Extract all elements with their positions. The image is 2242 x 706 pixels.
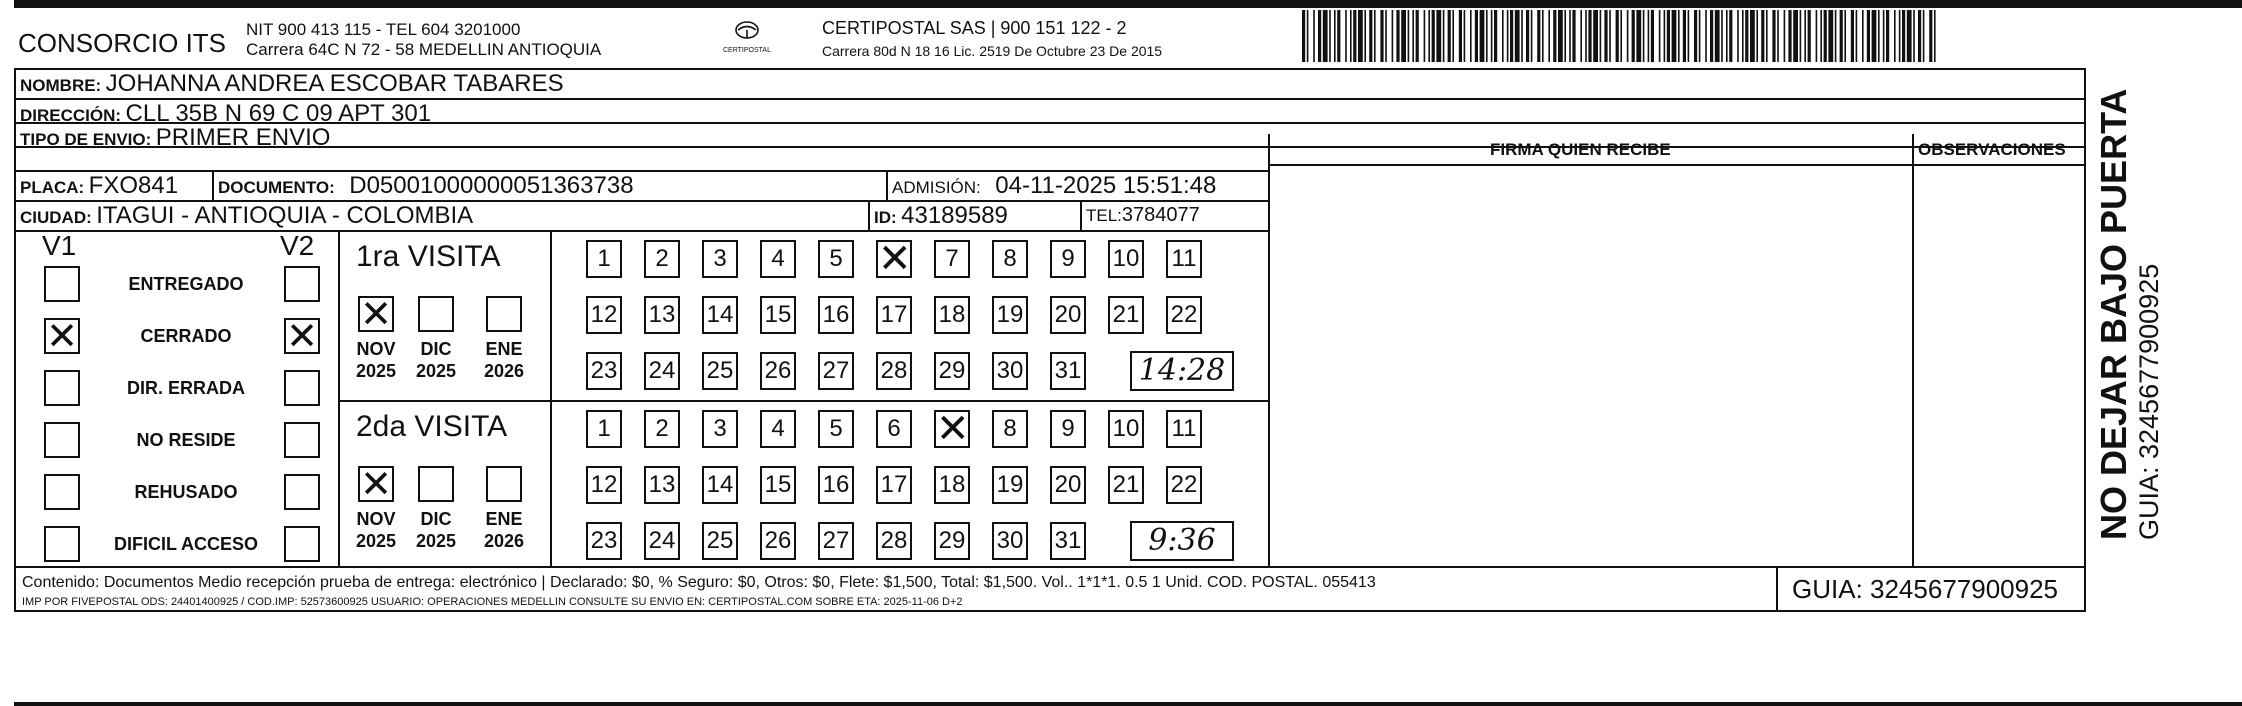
day-box[interactable]: 27 <box>818 522 854 560</box>
barcode-bar <box>1464 10 1466 62</box>
barcode-bar <box>1491 10 1493 62</box>
tel-row <box>1086 204 1200 227</box>
barcode-bar <box>1448 10 1451 62</box>
id-label: ID: <box>874 208 897 227</box>
barcode-bar <box>1510 10 1513 62</box>
status-label: REHUSADO <box>134 482 238 502</box>
barcode-bar <box>1432 10 1435 62</box>
day-box[interactable]: 24 <box>644 352 680 390</box>
barcode-bar <box>1443 10 1445 62</box>
month-checkbox[interactable] <box>486 296 522 332</box>
month-name: DIC <box>420 339 452 359</box>
month-checkbox[interactable] <box>486 466 522 502</box>
barcode-bar <box>1710 10 1713 62</box>
barcode-bar <box>1334 10 1336 62</box>
barcode-bar <box>1664 10 1666 62</box>
month-label <box>406 508 466 552</box>
barcode-bar <box>1672 10 1677 62</box>
tel-value: 3784077 <box>1121 204 1200 226</box>
month-name: DIC <box>420 509 452 529</box>
barcode-bar <box>1800 10 1802 62</box>
barcode-bar <box>1694 10 1697 62</box>
v1-checkbox[interactable] <box>44 526 80 562</box>
barcode-bar <box>1793 10 1798 62</box>
barcode-bar <box>1353 10 1356 62</box>
day-box[interactable]: 29 <box>934 522 970 560</box>
barcode-bar <box>1380 10 1383 62</box>
ciudad-label: CIUDAD: <box>20 208 92 227</box>
barcode-bar <box>1766 10 1768 62</box>
month-year: 2026 <box>483 531 525 551</box>
day-box[interactable]: 14 <box>702 466 738 504</box>
barcode-bar <box>1558 10 1563 62</box>
month-checkbox[interactable] <box>358 462 394 506</box>
barcode-bar <box>1604 10 1607 62</box>
month-name: ENE <box>485 509 523 529</box>
tipo-value: PRIMER ENVIO <box>155 124 331 151</box>
month-year: 2026 <box>483 361 525 381</box>
barcode-bar <box>1459 10 1462 62</box>
barcode-bar <box>1537 10 1540 62</box>
day-box[interactable]: 14 <box>702 296 738 334</box>
day-box[interactable]: 11 <box>1166 240 1202 278</box>
barcode-bar <box>1369 10 1372 62</box>
barcode-bar <box>1385 10 1387 62</box>
documento-row <box>218 172 634 200</box>
barcode-bar <box>1350 10 1352 62</box>
nombre-label: NOMBRE: <box>20 76 102 95</box>
barcode-bar <box>1721 10 1723 62</box>
barcode-bar <box>1777 10 1779 62</box>
barcode-bar <box>1470 10 1472 62</box>
day-box[interactable]: 21 <box>1108 296 1144 334</box>
bottom-rule <box>14 702 2242 706</box>
day-box[interactable]: 21 <box>1108 466 1144 504</box>
barcode-bar <box>1313 10 1315 62</box>
barcode-bar <box>1715 10 1720 62</box>
day-mark: ✕ <box>878 236 912 282</box>
month-name: NOV <box>356 339 396 359</box>
month-checkbox[interactable] <box>418 466 454 502</box>
day-box[interactable]: 15 <box>760 466 796 504</box>
barcode-bar <box>1329 10 1331 62</box>
visit-title: 2da VISITA <box>356 410 508 443</box>
status-label: DIR. ERRADA <box>126 378 245 398</box>
barcode-bar <box>1580 10 1582 62</box>
barcode-bar <box>1913 10 1915 62</box>
id-row <box>874 202 1008 230</box>
day-box[interactable]: 11 <box>1166 410 1202 448</box>
day-box[interactable]: 23 <box>586 352 622 390</box>
barcode-bar <box>1886 10 1889 62</box>
day-box[interactable]: 25 <box>702 522 738 560</box>
barcode-bar <box>1307 10 1309 62</box>
month-year: 2025 <box>355 531 397 551</box>
barcode-bar <box>1840 10 1843 62</box>
day-box[interactable]: 5 <box>818 240 854 278</box>
barcode-bar <box>1745 10 1748 62</box>
day-box[interactable]: 1 <box>586 240 622 278</box>
barcode-bar <box>1374 10 1376 62</box>
barcode-bar <box>1894 10 1896 62</box>
day-box[interactable]: 8 <box>992 240 1028 278</box>
barcode-bar <box>1428 10 1430 62</box>
v2-checkbox[interactable] <box>284 526 320 562</box>
month-label <box>474 338 534 382</box>
v2-header: V2 <box>280 230 315 261</box>
barcode-bar <box>1507 10 1509 62</box>
day-box[interactable]: 29 <box>934 352 970 390</box>
barcode-bar <box>1572 10 1575 62</box>
day-box[interactable]: 19 <box>992 296 1028 334</box>
barcode-bar <box>1678 10 1680 62</box>
day-box[interactable]: 3 <box>702 240 738 278</box>
barcode-bar <box>1862 10 1864 62</box>
day-box[interactable]: 3 <box>702 410 738 448</box>
barcode-bar <box>1918 10 1921 62</box>
barcode-bar <box>1452 10 1454 62</box>
day-box[interactable] <box>876 236 912 282</box>
day-box[interactable]: 15 <box>760 296 796 334</box>
status-label: ENTREGADO <box>128 274 244 294</box>
tipo-label: TIPO DE ENVIO: <box>20 130 152 149</box>
day-box[interactable]: 2 <box>644 240 680 278</box>
footer-imp: IMP POR FIVEPOSTAL ODS: 24401400925 / COD.IMP: 52573600925 USUARIO: OPERACIONES MEDELLIN CONSULTE SU ENVIO EN: CERTIPOSTAL.COM SOBRE ETA: 2025-11-06 D+2 <box>22 596 963 608</box>
barcode-bar <box>1585 10 1587 62</box>
observaciones-header: OBSERVACIONES <box>1918 140 2066 159</box>
v2-checkbox[interactable] <box>284 266 320 302</box>
barcode-bar <box>1643 10 1645 62</box>
courier-logo-icon <box>730 20 764 42</box>
month-year: 2025 <box>415 361 457 381</box>
barcode-bar <box>1502 10 1504 62</box>
barcode-bar <box>1820 10 1822 62</box>
barcode-bar <box>1756 10 1758 62</box>
v1-checkbox[interactable] <box>44 314 80 358</box>
barcode-bar <box>1705 10 1707 62</box>
barcode-bar <box>1302 10 1305 62</box>
barcode-bar <box>1929 10 1932 62</box>
barcode-bar <box>1515 10 1520 62</box>
barcode-bar <box>1851 10 1854 62</box>
barcode-bar <box>1531 10 1533 62</box>
barcode-bar <box>1412 10 1414 62</box>
day-box[interactable]: 30 <box>992 522 1028 560</box>
barcode-bar <box>1392 10 1394 62</box>
day-box[interactable]: 27 <box>818 352 854 390</box>
barcode-bar <box>1902 10 1905 62</box>
day-box[interactable]: 22 <box>1166 296 1202 334</box>
day-box[interactable]: 31 <box>1050 352 1086 390</box>
month-year: 2025 <box>355 361 397 381</box>
barcode-bar <box>1844 10 1846 62</box>
barcode-bar <box>1867 10 1870 62</box>
barcode-bar <box>1878 10 1880 62</box>
barcode-bar <box>1396 10 1399 62</box>
barcode-bar <box>1358 10 1363 62</box>
company-name: CONSORCIO ITS <box>18 28 227 58</box>
nombre-row <box>20 70 564 98</box>
barcode-bar <box>1475 10 1478 62</box>
placa-row <box>20 172 178 200</box>
month-checkbox[interactable] <box>358 292 394 336</box>
month-checkbox[interactable] <box>418 296 454 332</box>
barcode-bar <box>1364 10 1366 62</box>
month-year: 2025 <box>415 531 457 551</box>
barcode-bar <box>1636 10 1641 62</box>
day-box[interactable]: 28 <box>876 352 912 390</box>
tel-label: TEL: <box>1086 206 1122 225</box>
barcode-bar <box>1323 10 1328 62</box>
barcode-bar <box>1345 10 1347 62</box>
barcode-bar <box>1486 10 1488 62</box>
status-label: DIFICIL ACCESO <box>113 534 258 554</box>
day-box[interactable]: 12 <box>586 296 622 334</box>
barcode-bar <box>1808 10 1811 62</box>
day-box[interactable]: 17 <box>876 296 912 334</box>
day-box[interactable]: 22 <box>1166 466 1202 504</box>
v2-checkbox[interactable] <box>284 474 320 510</box>
day-box[interactable]: 23 <box>586 522 622 560</box>
barcode-bar <box>1835 10 1837 62</box>
barcode-bar <box>1600 10 1602 62</box>
day-box[interactable]: 6 <box>876 410 912 448</box>
day-box[interactable]: 25 <box>702 352 738 390</box>
barcode-bar <box>1934 10 1936 62</box>
day-box[interactable]: 4 <box>760 240 796 278</box>
barcode-bar <box>1667 10 1670 62</box>
footer-content: Contenido: Documentos Medio recepción prueba de entrega: electrónico | Declarado: $0, % Seguro: $0, Otros: $0, Flete: $1,500, Total: $1,500. Vol.. 1*1*1. 0.5 1 Unid. COD. POSTAL. 055413 <box>22 574 1376 591</box>
month-label <box>474 508 534 552</box>
day-box[interactable]: 13 <box>644 296 680 334</box>
day-box[interactable]: 26 <box>760 352 796 390</box>
v1-header: V1 <box>42 230 77 261</box>
day-box[interactable]: 20 <box>1050 296 1086 334</box>
barcode-bar <box>1804 10 1806 62</box>
barcode-bar <box>1593 10 1598 62</box>
barcode-bar <box>1761 10 1764 62</box>
barcode-bar <box>1816 10 1818 62</box>
month-name: NOV <box>356 509 396 529</box>
barcode-bar <box>1699 10 1701 62</box>
courier-name: CERTIPOSTAL SAS | 900 151 122 - 2 <box>822 18 1127 38</box>
barcode-bar <box>1569 10 1571 62</box>
v2-checkbox[interactable] <box>284 314 320 358</box>
visit-title: 1ra VISITA <box>356 240 501 273</box>
documento-label: DOCUMENTO: <box>218 178 335 197</box>
day-box[interactable]: 31 <box>1050 522 1086 560</box>
barcode-bar <box>1923 10 1925 62</box>
courier-logo <box>722 20 772 55</box>
documento-value: D05001000000051363738 <box>349 172 634 199</box>
barcode-bar <box>1480 10 1485 62</box>
barcode-bar <box>1872 10 1877 62</box>
day-box[interactable]: 12 <box>586 466 622 504</box>
barcode-bar <box>1424 10 1426 62</box>
barcode-bar <box>1542 10 1544 62</box>
v2-checkbox[interactable] <box>284 370 320 406</box>
tipo-row <box>20 124 330 152</box>
status-label: CERRADO <box>140 326 232 346</box>
barcode-bar <box>1648 10 1650 62</box>
day-box[interactable]: 4 <box>760 410 796 448</box>
visit-time: 9:36 <box>1130 521 1234 561</box>
barcode-bar <box>1401 10 1406 62</box>
side-guia: GUIA: 3245677900925 <box>2134 263 2164 540</box>
barcode-bar <box>1609 10 1611 62</box>
nombre-value: JOHANNA ANDREA ESCOBAR TABARES <box>105 70 564 97</box>
barcode-bar <box>1899 10 1901 62</box>
barcode-bar <box>1784 10 1786 62</box>
month-name: ENE <box>485 339 523 359</box>
barcode-bar <box>1553 10 1556 62</box>
day-box[interactable]: 20 <box>1050 466 1086 504</box>
barcode-bar <box>1856 10 1858 62</box>
barcode-bar <box>1521 10 1523 62</box>
ciudad-value: ITAGUI - ANTIOQUIA - COLOMBIA <box>96 202 474 229</box>
barcode-bar <box>1659 10 1661 62</box>
placa-value: FXO841 <box>88 172 179 199</box>
month-label <box>346 508 406 552</box>
barcode-bar <box>1828 10 1833 62</box>
day-box[interactable]: 30 <box>992 352 1028 390</box>
company-address: Carrera 64C N 72 - 58 MEDELLIN ANTIOQUIA <box>246 40 602 59</box>
day-box[interactable]: 26 <box>760 522 796 560</box>
month-label <box>406 338 466 382</box>
barcode-bar <box>1436 10 1441 62</box>
placa-label: PLACA: <box>20 178 85 197</box>
side-warning: NO DEJAR BAJO PUERTA <box>2093 88 2134 540</box>
day-box[interactable]: 9 <box>1050 410 1086 448</box>
courier-logo-text: CERTIPOSTAL <box>723 47 771 54</box>
barcode-bar <box>1883 10 1885 62</box>
day-box[interactable]: 1 <box>586 410 622 448</box>
barcode-bar <box>1337 10 1340 62</box>
day-box[interactable]: 16 <box>818 466 854 504</box>
footer-guia: GUIA: 3245677900925 <box>1792 574 2058 604</box>
check-mark: ✕ <box>360 462 392 506</box>
firma-header: FIRMA QUIEN RECIBE <box>1490 140 1671 159</box>
day-mark: ✕ <box>936 406 970 452</box>
barcode-bar <box>1772 10 1775 62</box>
day-box[interactable]: 7 <box>934 240 970 278</box>
day-box[interactable]: 10 <box>1108 240 1144 278</box>
id-value: 43189589 <box>901 202 1008 229</box>
barcode-bar <box>1627 10 1629 62</box>
barcode-bar <box>1588 10 1591 62</box>
day-box[interactable]: 19 <box>992 466 1028 504</box>
barcode-bar <box>1632 10 1635 62</box>
day-box[interactable]: 28 <box>876 522 912 560</box>
barcode-bar <box>1683 10 1686 62</box>
barcode-bar <box>1824 10 1827 62</box>
barcode-bar <box>1526 10 1529 62</box>
month-label <box>346 338 406 382</box>
barcode-bar <box>1494 10 1497 62</box>
barcode-bar <box>1729 10 1732 62</box>
check-mark: ✕ <box>286 314 318 358</box>
company-nit: NIT 900 413 115 - TEL 604 3201000 <box>246 20 521 39</box>
barcode-bar <box>1742 10 1744 62</box>
day-box[interactable]: 2 <box>644 410 680 448</box>
admision-row <box>892 172 1216 200</box>
day-box[interactable]: 5 <box>818 410 854 448</box>
v2-checkbox[interactable] <box>284 422 320 458</box>
check-mark: ✕ <box>360 292 392 336</box>
barcode-bar <box>1737 10 1739 62</box>
day-box[interactable]: 18 <box>934 296 970 334</box>
admision-label: ADMISIÓN: <box>892 178 981 197</box>
v1-checkbox[interactable] <box>44 422 80 458</box>
barcode-bar <box>1907 10 1912 62</box>
barcode-bar <box>1788 10 1791 62</box>
day-box[interactable]: 13 <box>644 466 680 504</box>
day-box[interactable]: 9 <box>1050 240 1086 278</box>
direccion-value: CLL 35B N 69 C 09 APT 301 <box>125 100 432 127</box>
day-box[interactable]: 8 <box>992 410 1028 448</box>
admision-value: 04-11-2025 15:51:48 <box>995 172 1217 199</box>
barcode-bar <box>1548 10 1550 62</box>
barcode-bar <box>1651 10 1654 62</box>
barcode-bar <box>1620 10 1622 62</box>
v1-checkbox[interactable] <box>44 370 80 406</box>
courier-address: Carrera 80d N 18 16 Lic. 2519 De Octubre 23 De 2015 <box>822 43 1163 59</box>
v1-checkbox[interactable] <box>44 474 80 510</box>
day-box[interactable]: 10 <box>1108 410 1144 448</box>
barcode-bar <box>1726 10 1728 62</box>
v1-checkbox[interactable] <box>44 266 80 302</box>
day-box[interactable]: 24 <box>644 522 680 560</box>
direccion-label: DIRECCIÓN: <box>20 106 122 125</box>
day-box[interactable]: 16 <box>818 296 854 334</box>
status-label: NO RESIDE <box>136 430 236 450</box>
barcode-bar <box>1416 10 1419 62</box>
check-mark: ✕ <box>46 314 78 358</box>
top-rule <box>14 0 2242 8</box>
barcode <box>1302 10 1938 62</box>
barcode-bar <box>1564 10 1566 62</box>
visit-time: 14:28 <box>1130 351 1234 391</box>
barcode-bar <box>1688 10 1690 62</box>
day-box[interactable]: 17 <box>876 466 912 504</box>
day-box[interactable] <box>934 406 970 452</box>
barcode-bar <box>1750 10 1755 62</box>
barcode-bar <box>1616 10 1619 62</box>
ciudad-row <box>20 202 473 230</box>
barcode-bar <box>1318 10 1321 62</box>
barcode-bar <box>1408 10 1410 62</box>
day-box[interactable]: 18 <box>934 466 970 504</box>
